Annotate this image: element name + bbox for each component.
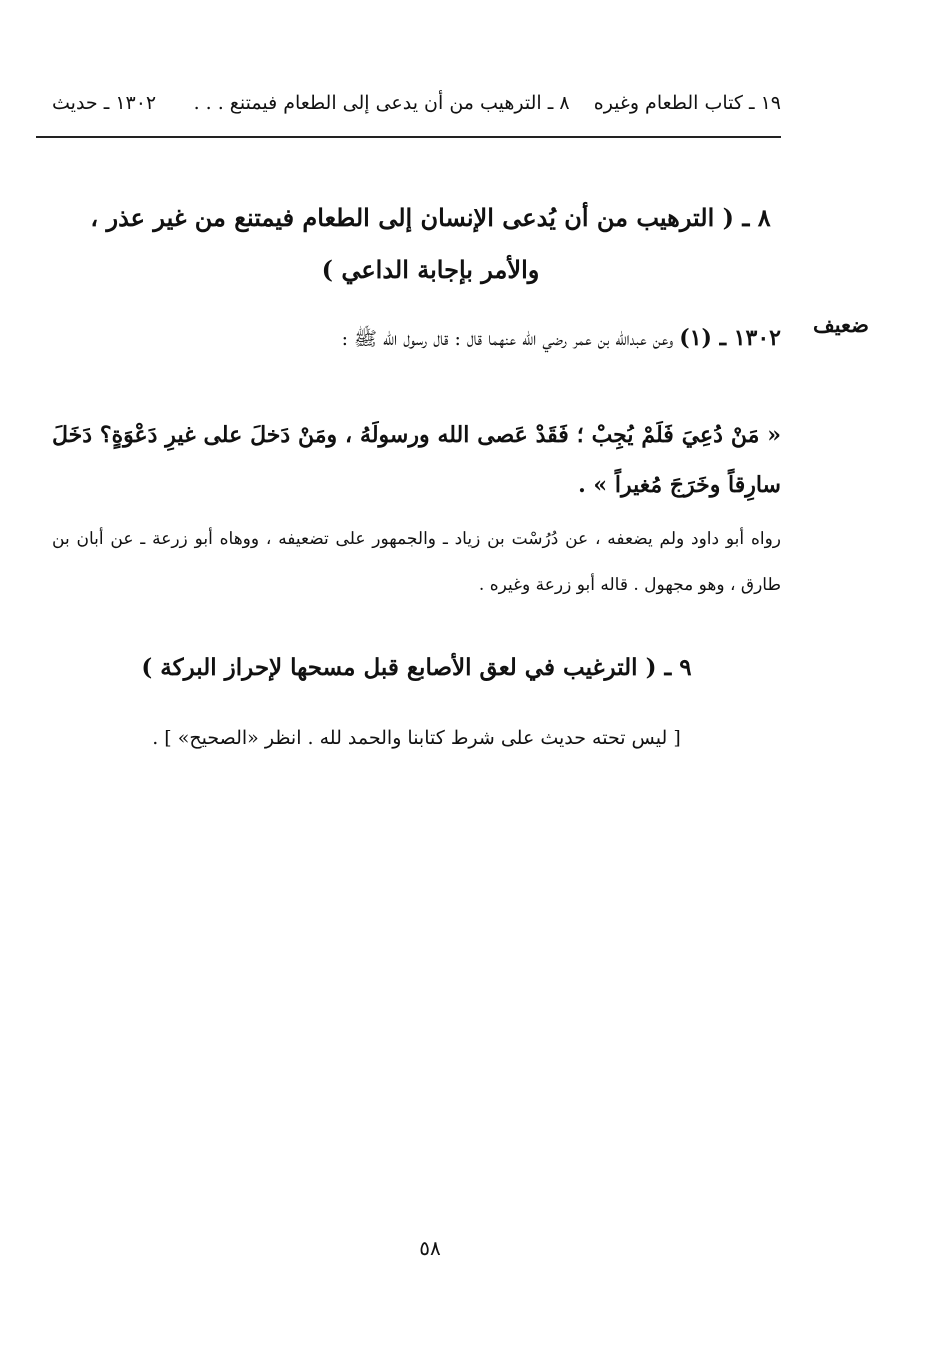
section-8-heading: ٨ ـ ( الترهيب من أن يُدعى الإنسان إلى الطعام فيمتنع من غير عذر ، والأمر بإجابة الداعي ) — [90, 203, 771, 284]
hadith-text: « مَنْ دُعِيَ فَلَمْ يُجِبْ ؛ فَقَدْ عَصى الله ورسولَهُ ، ومَنْ دَخلَ على غيرِ دَعْوَةٍ؟ دَخَلَ سارِقاً وخَرَجَ مُغيراً » . — [52, 422, 781, 498]
hadith-isnad: وعن عبدالله بن عمر رضي الله عنهما قال : قال رسول الله ﷺ : — [341, 328, 674, 350]
section-9-heading: ٩ ـ ( الترغيب في لعق الأصابع قبل مسحها لإحراز البركة ) — [141, 654, 692, 681]
hadith-number: ١٣٠٢ ـ (١) — [679, 325, 781, 351]
header-chapter: ١٩ ـ كتاب الطعام وغيره — [593, 92, 781, 114]
header-divider — [36, 136, 781, 138]
section-9-note: [ ليس تحته حديث على شرط كتابنا والحمد لله . انظر «الصحيح» ] . — [152, 727, 681, 749]
header-chapter-section — [194, 92, 781, 114]
running-header — [52, 88, 781, 118]
hadith-intro — [52, 314, 781, 363]
header-hadith-ref: ١٣٠٢ ـ حديث — [52, 92, 157, 114]
page-number: ٥٨ — [419, 1236, 441, 1260]
hadith-grade-label: ضعيف — [812, 312, 869, 337]
hadith-takhrij: رواه أبو داود ولم يضعفه ، عن دُرُسْت بن زياد ـ والجمهور على تضعيفه ، ووهاه أبو زرعة ـ عن أبان بن طارق ، وهو مجهول . قاله أبو زرعة وغيره . — [52, 529, 781, 595]
header-section: ٨ ـ الترهيب من أن يدعى إلى الطعام فيمتنع . . . — [193, 92, 570, 114]
